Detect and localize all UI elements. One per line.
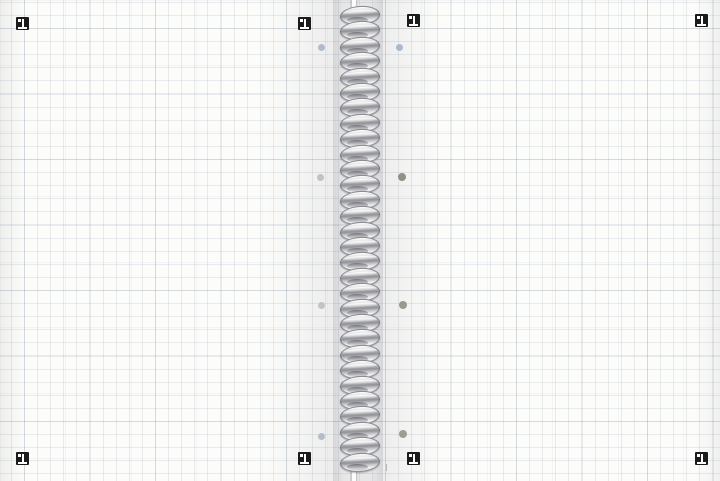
speck-blue-top-right [396,44,403,51]
binding-bottom-tick [386,464,387,471]
speck-olive-bottom-right [399,430,407,438]
mark-bottom-left-outer-icon [16,452,29,465]
spiral-coil-shadow [347,464,368,470]
speck-olive-mid-right [398,173,406,181]
speck-grey-mid-left [317,174,324,181]
mark-top-left-page-left-icon [16,17,29,30]
right-page [356,0,720,481]
speck-grey-low-left [318,302,325,309]
mark-top-right-outer-icon [695,14,708,27]
grid-major-lines-left [0,0,352,481]
speck-blue-bottom-left [318,433,325,440]
mark-top-left-page-right-icon [298,17,311,30]
spiral-binding [333,0,383,481]
mark-bottom-left-inner-icon [298,452,311,465]
mark-bottom-right-outer-icon [695,452,708,465]
speck-blue-top-left [318,44,325,51]
speck-olive-low-right [399,301,407,309]
left-page [0,0,352,481]
mark-top-right-inner-icon [407,14,420,27]
mark-bottom-right-inner-icon [407,452,420,465]
grid-major-lines-right [356,0,720,481]
